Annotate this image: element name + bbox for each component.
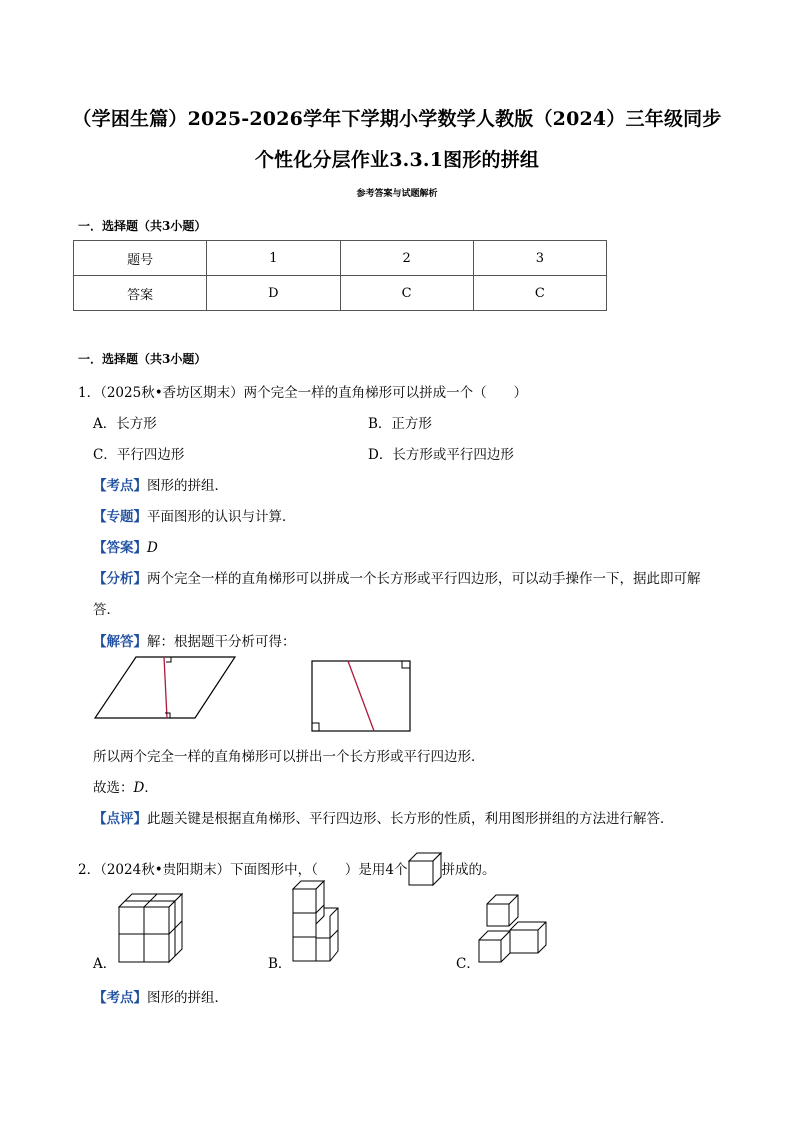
question-2-stem bbox=[78, 852, 496, 886]
q1-option-a: A．长方形 bbox=[93, 416, 157, 432]
q1-option-b: B．正方形 bbox=[368, 416, 432, 432]
q2-option-c: C． bbox=[456, 956, 480, 972]
guxuan-answer: D bbox=[133, 780, 145, 796]
jieda-tag: 【解答】 bbox=[93, 634, 147, 650]
q1-zhuanti bbox=[93, 505, 296, 525]
table-cell-answer: C bbox=[473, 276, 606, 311]
guxuan-prefix: 故选： bbox=[93, 780, 134, 796]
kaodian-tag: 【考点】 bbox=[93, 990, 147, 1006]
dianping-tag: 【点评】 bbox=[93, 811, 147, 827]
parallelogram-figure bbox=[94, 656, 236, 720]
q2-option-b: B． bbox=[268, 956, 292, 972]
fenxi-tag: 【分析】 bbox=[93, 571, 147, 587]
q1-option-d: D．长方形或平行四边形 bbox=[368, 447, 514, 463]
kaodian-text: 图形的拼组． bbox=[147, 990, 228, 1006]
q1-dianping bbox=[93, 807, 674, 827]
q2-figure-b bbox=[292, 880, 340, 966]
unit-cube-icon bbox=[408, 852, 442, 886]
question-1-stem: 1．（2025秋•香坊区期末）两个完全一样的直角梯形可以拼成一个（ ） bbox=[78, 385, 528, 401]
answer-table bbox=[73, 240, 607, 311]
kaodian-tag: 【考点】 bbox=[93, 478, 147, 494]
rectangle-figure bbox=[311, 660, 412, 732]
answer-section-heading: 一．选择题（共3小题） bbox=[78, 219, 207, 233]
questions-section-heading: 一．选择题（共3小题） bbox=[78, 352, 207, 366]
daan-text: D bbox=[147, 540, 158, 556]
document-title-line-2: 个性化分层作业3.3.1图形的拼组 bbox=[254, 149, 540, 171]
q2-option-a: A． bbox=[93, 956, 117, 972]
q1-daan bbox=[93, 536, 158, 556]
zhuanti-tag: 【专题】 bbox=[93, 509, 147, 525]
guxuan-suffix: ． bbox=[144, 780, 158, 796]
table-cell-answer-label: 答案 bbox=[74, 276, 207, 311]
answer-table-answer-row bbox=[74, 276, 607, 311]
daan-tag: 【答案】 bbox=[93, 540, 147, 556]
q2-kaodian bbox=[93, 986, 228, 1006]
jieda-text: 解：根据题干分析可得： bbox=[147, 634, 296, 650]
table-cell-number: 3 bbox=[473, 241, 606, 276]
document-subtitle: 参考答案与试题解析 bbox=[356, 189, 438, 199]
q1-guxuan bbox=[93, 776, 158, 796]
q2-figure-c bbox=[478, 894, 548, 964]
answer-table-number-row bbox=[74, 241, 607, 276]
q1-option-c: C．平行四边形 bbox=[93, 447, 185, 463]
table-cell-number: 2 bbox=[340, 241, 473, 276]
q2-stem-before: 2．（2024秋•贵阳期末）下面图形中，（ ）是用4个 bbox=[78, 862, 408, 878]
table-cell-number-label: 题号 bbox=[74, 241, 207, 276]
q1-fenxi-continued: 答． bbox=[93, 602, 120, 618]
zhuanti-text: 平面图形的认识与计算． bbox=[147, 509, 296, 525]
q1-kaodian bbox=[93, 474, 228, 494]
q2-stem-after: 拼成的。 bbox=[441, 862, 496, 878]
q1-fenxi bbox=[93, 567, 701, 587]
q1-conclusion: 所以两个完全一样的直角梯形可以拼出一个长方形或平行四边形． bbox=[93, 749, 485, 765]
kaodian-text: 图形的拼组． bbox=[147, 478, 228, 494]
table-cell-answer: D bbox=[207, 276, 340, 311]
document-title-line-1: （学困生篇）2025-2026学年下学期小学数学人教版（2024）三年级同步 bbox=[72, 108, 722, 130]
fenxi-text: 两个完全一样的直角梯形可以拼成一个长方形或平行四边形，可以动手操作一下，据此即可解 bbox=[147, 571, 701, 587]
q1-jieda bbox=[93, 630, 296, 650]
q2-figure-a bbox=[118, 888, 182, 964]
dianping-text: 此题关键是根据直角梯形、平行四边形、长方形的性质，利用图形拼组的方法进行解答． bbox=[147, 811, 674, 827]
table-cell-number: 1 bbox=[207, 241, 340, 276]
table-cell-answer: C bbox=[340, 276, 473, 311]
